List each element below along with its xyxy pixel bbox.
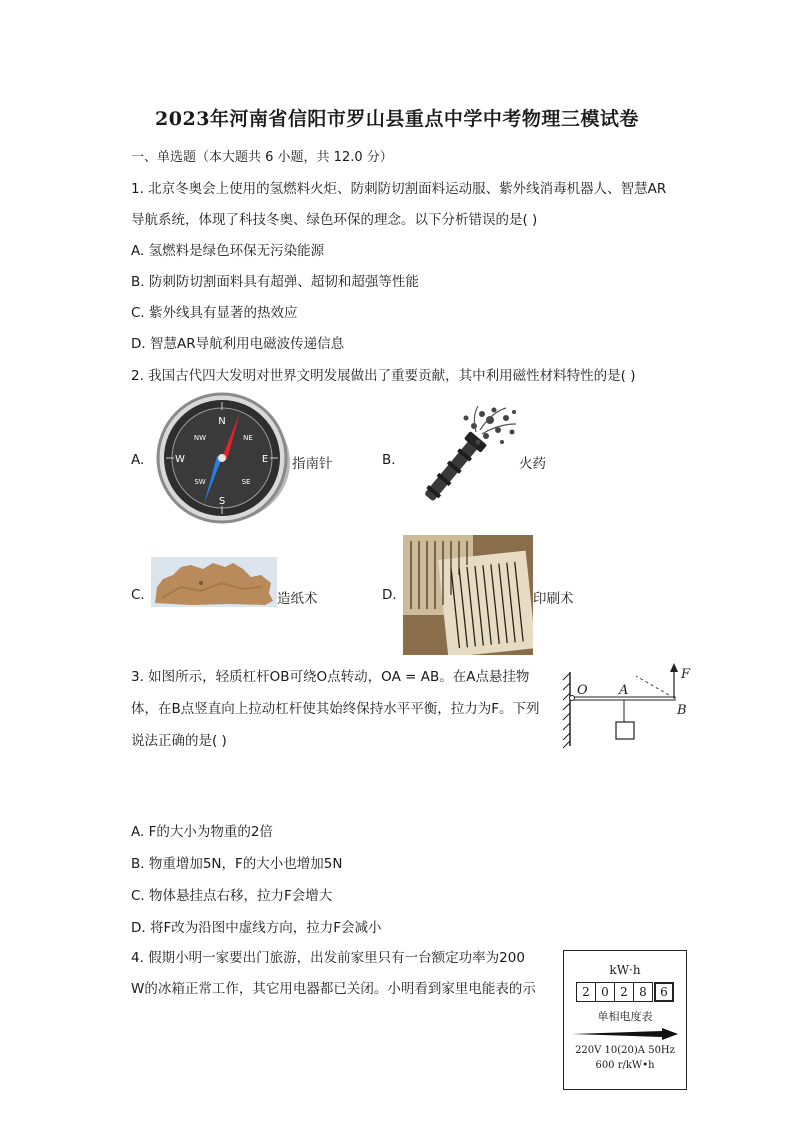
compass-n-label: N — [218, 416, 226, 427]
meter-digit: 0 — [596, 982, 615, 1002]
compass-e-label: E — [261, 454, 269, 465]
compass-s-label: S — [218, 496, 226, 507]
q2-option-b-label: 火药 — [519, 456, 546, 472]
q4-stem-line1: 4. 假期小明一家要出门旅游，出发前家里只有一台额定功率为200 — [131, 950, 525, 966]
q2-option-c-label: 造纸术 — [277, 591, 318, 607]
q3-stem-line1: 3. 如图所示，轻质杠杆OB可绕O点转动，OA = AB。在A点悬挂物 — [131, 669, 530, 685]
q1-option-a: A. 氢燃料是绿色环保无污染能源 — [131, 243, 325, 259]
q1-stem-line2: 导航系统，体现了科技冬奥、绿色环保的理念。以下分析错误的是( ) — [131, 212, 538, 228]
compass-w-label: W — [175, 454, 185, 465]
meter-digit: 2 — [576, 982, 596, 1002]
meter-revolutions: 600 r/kW•h — [595, 1060, 655, 1071]
q2-option-a-label: 指南针 — [292, 456, 333, 472]
page-title: 2023年河南省信阳市罗山县重点中学中考物理三模试卷 — [155, 108, 639, 130]
meter-unit: kW·h — [609, 963, 641, 977]
q3-option-d: D. 将F改为沿图中虚线方向，拉力F会减小 — [131, 920, 382, 936]
printing-book-image — [403, 535, 533, 655]
compass-image — [152, 390, 292, 525]
ancient-paper-image — [151, 557, 277, 607]
compass-sw-label: SW — [194, 478, 206, 486]
section-heading: 一、单选题（本大题共 6 小题，共 12.0 分） — [131, 150, 393, 165]
meter-digit: 8 — [634, 982, 653, 1002]
lever-point-o-label: O — [577, 683, 588, 698]
lever-force-f-label: F — [681, 667, 691, 682]
q3-stem-line3: 说法正确的是( ) — [131, 733, 227, 749]
q4-stem-line2: W的冰箱正常工作，其它用电器都已关闭。小明看到家里电能表的示 — [131, 981, 536, 997]
energy-meter — [563, 950, 687, 1090]
meter-digits — [564, 982, 686, 1002]
q1-stem-line1: 1. 北京冬奥会上使用的氢燃料火炬、防刺防切割面料运动服、紫外线消毒机器人、智慧AR — [131, 181, 667, 197]
q2-option-a-letter: A. — [131, 452, 145, 468]
q2-option-d-letter: D. — [382, 587, 397, 603]
q2-option-d-label: 印刷术 — [533, 591, 574, 607]
q3-option-a: A. F的大小为物重的2倍 — [131, 824, 273, 840]
q3-option-b: B. 物重增加5N，F的大小也增加5N — [131, 856, 343, 872]
compass-ne-label: NE — [243, 434, 253, 442]
q3-option-c: C. 物体悬挂点右移，拉力F会增大 — [131, 888, 333, 904]
q1-option-d: D. 智慧AR导航利用电磁波传递信息 — [131, 336, 345, 352]
q2-option-b-letter: B. — [382, 452, 396, 468]
meter-spec: 220V 10(20)A 50Hz — [575, 1045, 675, 1056]
q2-option-c-letter: C. — [131, 587, 145, 603]
meter-digit: 2 — [615, 982, 634, 1002]
compass-nw-label: NW — [193, 434, 207, 442]
q2-stem: 2. 我国古代四大发明对世界文明发展做出了重要贡献，其中利用磁性材料特性的是( ) — [131, 368, 636, 384]
meter-digit-decimal: 6 — [654, 982, 674, 1002]
lever-point-a-label: A — [619, 683, 629, 698]
meter-arrow-icon — [570, 1027, 680, 1041]
compass-se-label: SE — [241, 478, 251, 486]
meter-name: 单相电度表 — [597, 1010, 653, 1023]
lever-point-b-label: B — [677, 703, 687, 718]
q3-stem-line2: 体，在B点竖直向上拉动杠杆使其始终保持水平平衡，拉力为F。下列 — [131, 701, 540, 717]
gunpowder-rocket-image — [402, 402, 522, 514]
q1-option-b: B. 防刺防切割面料具有超弹、超韧和超强等性能 — [131, 274, 419, 290]
lever-diagram — [560, 660, 700, 750]
q1-option-c: C. 紫外线具有显著的热效应 — [131, 305, 298, 321]
